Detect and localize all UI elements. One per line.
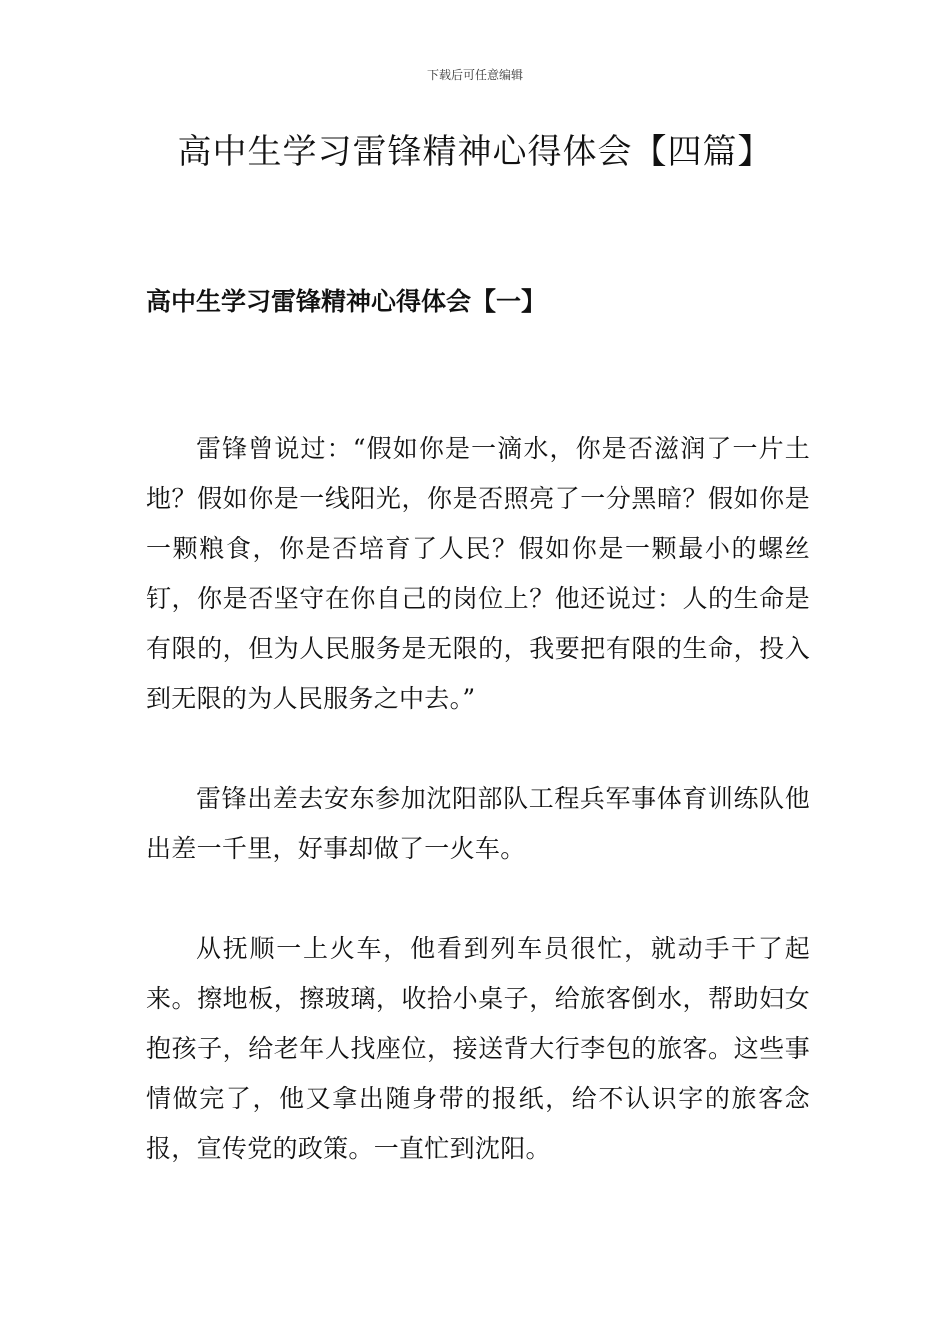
document-title: 高中生学习雷锋精神心得体会【四篇】 [177, 132, 773, 172]
section-title: 高中生学习雷锋精神心得体会【一】 [146, 287, 547, 316]
body-paragraph: 从抚顺一上火车，他看到列车员很忙，就动手干了起来。擦地板，擦玻璃，收拾小桌子，给旅客倒水，帮助妇女抱孩子，给老年人找座位，接送背大行李包的旅客。这些事情做完了，他又拿出随身带的报纸，给不认识字的旅客念报，宣传党的政策。一直忙到沈阳。 [146, 934, 810, 1163]
body-paragraph: 雷锋曾说过：“假如你是一滴水，你是否滋润了一片土地？假如你是一线阳光，你是否照亮了一分黑暗？假如你是一颗粮食，你是否培育了人民？假如你是一颗最小的螺丝钉，你是否坚守在你自己的岗位上？他还说过：人的生命是有限的，但为人民服务是无限的，我要把有限的生命，投入到无限的为人民服务之中去。” [146, 434, 810, 713]
header-note: 下载后可任意编辑 [426, 68, 523, 82]
body-paragraph: 雷锋出差去安东参加沈阳部队工程兵军事体育训练队他出差一千里，好事却做了一火车。 [146, 784, 810, 863]
